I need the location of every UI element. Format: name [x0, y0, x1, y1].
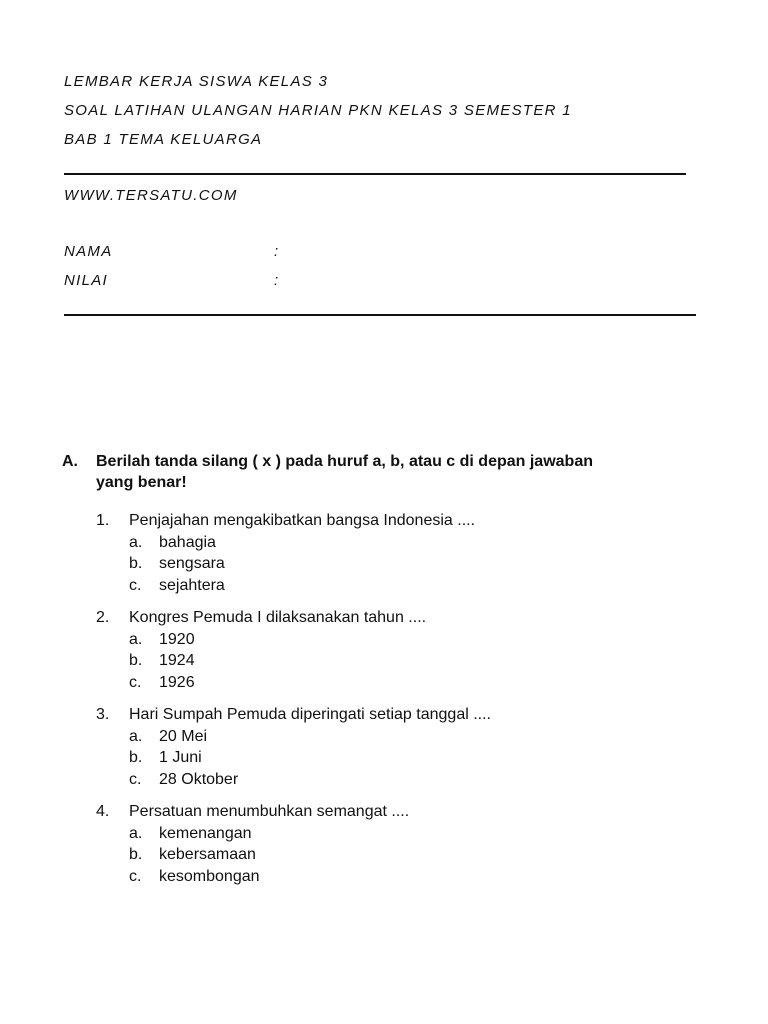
option-text: bahagia — [159, 533, 216, 551]
question-text: Kongres Pemuda I dilaksanakan tahun .... — [129, 609, 427, 626]
option-text: kesombongan — [159, 868, 260, 886]
header-divider — [64, 173, 686, 175]
option-letter: c. — [129, 771, 142, 789]
answer-option[interactable] — [129, 650, 195, 672]
question-text: Penjajahan mengakibatkan bangsa Indonesia .... — [129, 512, 476, 529]
worksheet-subtitle: SOAL LATIHAN ULANGAN HARIAN PKN KELAS 3 SEMESTER 1 — [64, 102, 572, 119]
answer-option[interactable] — [129, 532, 216, 554]
question-item — [96, 607, 656, 704]
worksheet-chapter: BAB 1 TEMA KELUARGA — [64, 131, 263, 148]
option-text: 1924 — [159, 652, 195, 670]
section-letter: A. — [62, 453, 78, 470]
option-letter: a. — [129, 533, 143, 551]
option-letter: a. — [129, 630, 143, 648]
answer-option[interactable] — [129, 769, 238, 791]
option-text: 20 Mei — [159, 727, 208, 745]
option-text: sengsara — [159, 555, 225, 573]
option-letter: b. — [129, 555, 143, 573]
option-text: 1926 — [159, 674, 195, 692]
score-colon: : — [274, 272, 279, 289]
option-text: sejahtera — [159, 577, 225, 595]
option-letter: b. — [129, 652, 143, 670]
question-text: Persatuan menumbuhkan semangat .... — [129, 803, 410, 820]
section-instruction: Berilah tanda silang ( x ) pada huruf a, b, atau c di depan jawaban yang benar! — [96, 453, 593, 491]
answer-option[interactable] — [129, 726, 207, 748]
option-letter: a. — [129, 824, 143, 842]
question-list — [96, 510, 656, 898]
option-letter: c. — [129, 577, 142, 595]
answer-option[interactable] — [129, 629, 195, 651]
answer-option[interactable] — [129, 823, 252, 845]
score-label: NILAI — [64, 272, 109, 289]
answer-option[interactable] — [129, 553, 225, 575]
name-colon: : — [274, 243, 279, 260]
option-text: kebersamaan — [159, 846, 256, 864]
question-number: 1. — [96, 512, 110, 529]
answer-option[interactable] — [129, 672, 195, 694]
option-letter: a. — [129, 727, 143, 745]
option-text: kemenangan — [159, 824, 252, 842]
name-label: NAMA — [64, 243, 113, 260]
option-letter: b. — [129, 749, 143, 767]
website-text: WWW.TERSATU.COM — [64, 187, 238, 204]
question-text: Hari Sumpah Pemuda diperingati setiap tanggal .... — [129, 706, 491, 723]
option-letter: c. — [129, 674, 142, 692]
worksheet-title: LEMBAR KERJA SISWA KELAS 3 — [64, 73, 329, 90]
answer-option[interactable] — [129, 575, 225, 597]
option-letter: b. — [129, 846, 143, 864]
question-item — [96, 704, 656, 801]
answer-option[interactable] — [129, 844, 256, 866]
option-text: 1 Juni — [159, 749, 202, 767]
question-item — [96, 801, 656, 898]
option-letter: c. — [129, 868, 142, 886]
question-number: 2. — [96, 609, 110, 626]
question-item — [96, 510, 656, 607]
fields-divider — [64, 314, 696, 316]
question-number: 3. — [96, 706, 110, 723]
option-text: 1920 — [159, 630, 195, 648]
question-number: 4. — [96, 803, 110, 820]
option-text: 28 Oktober — [159, 771, 239, 789]
answer-option[interactable] — [129, 866, 260, 888]
answer-option[interactable] — [129, 747, 202, 769]
